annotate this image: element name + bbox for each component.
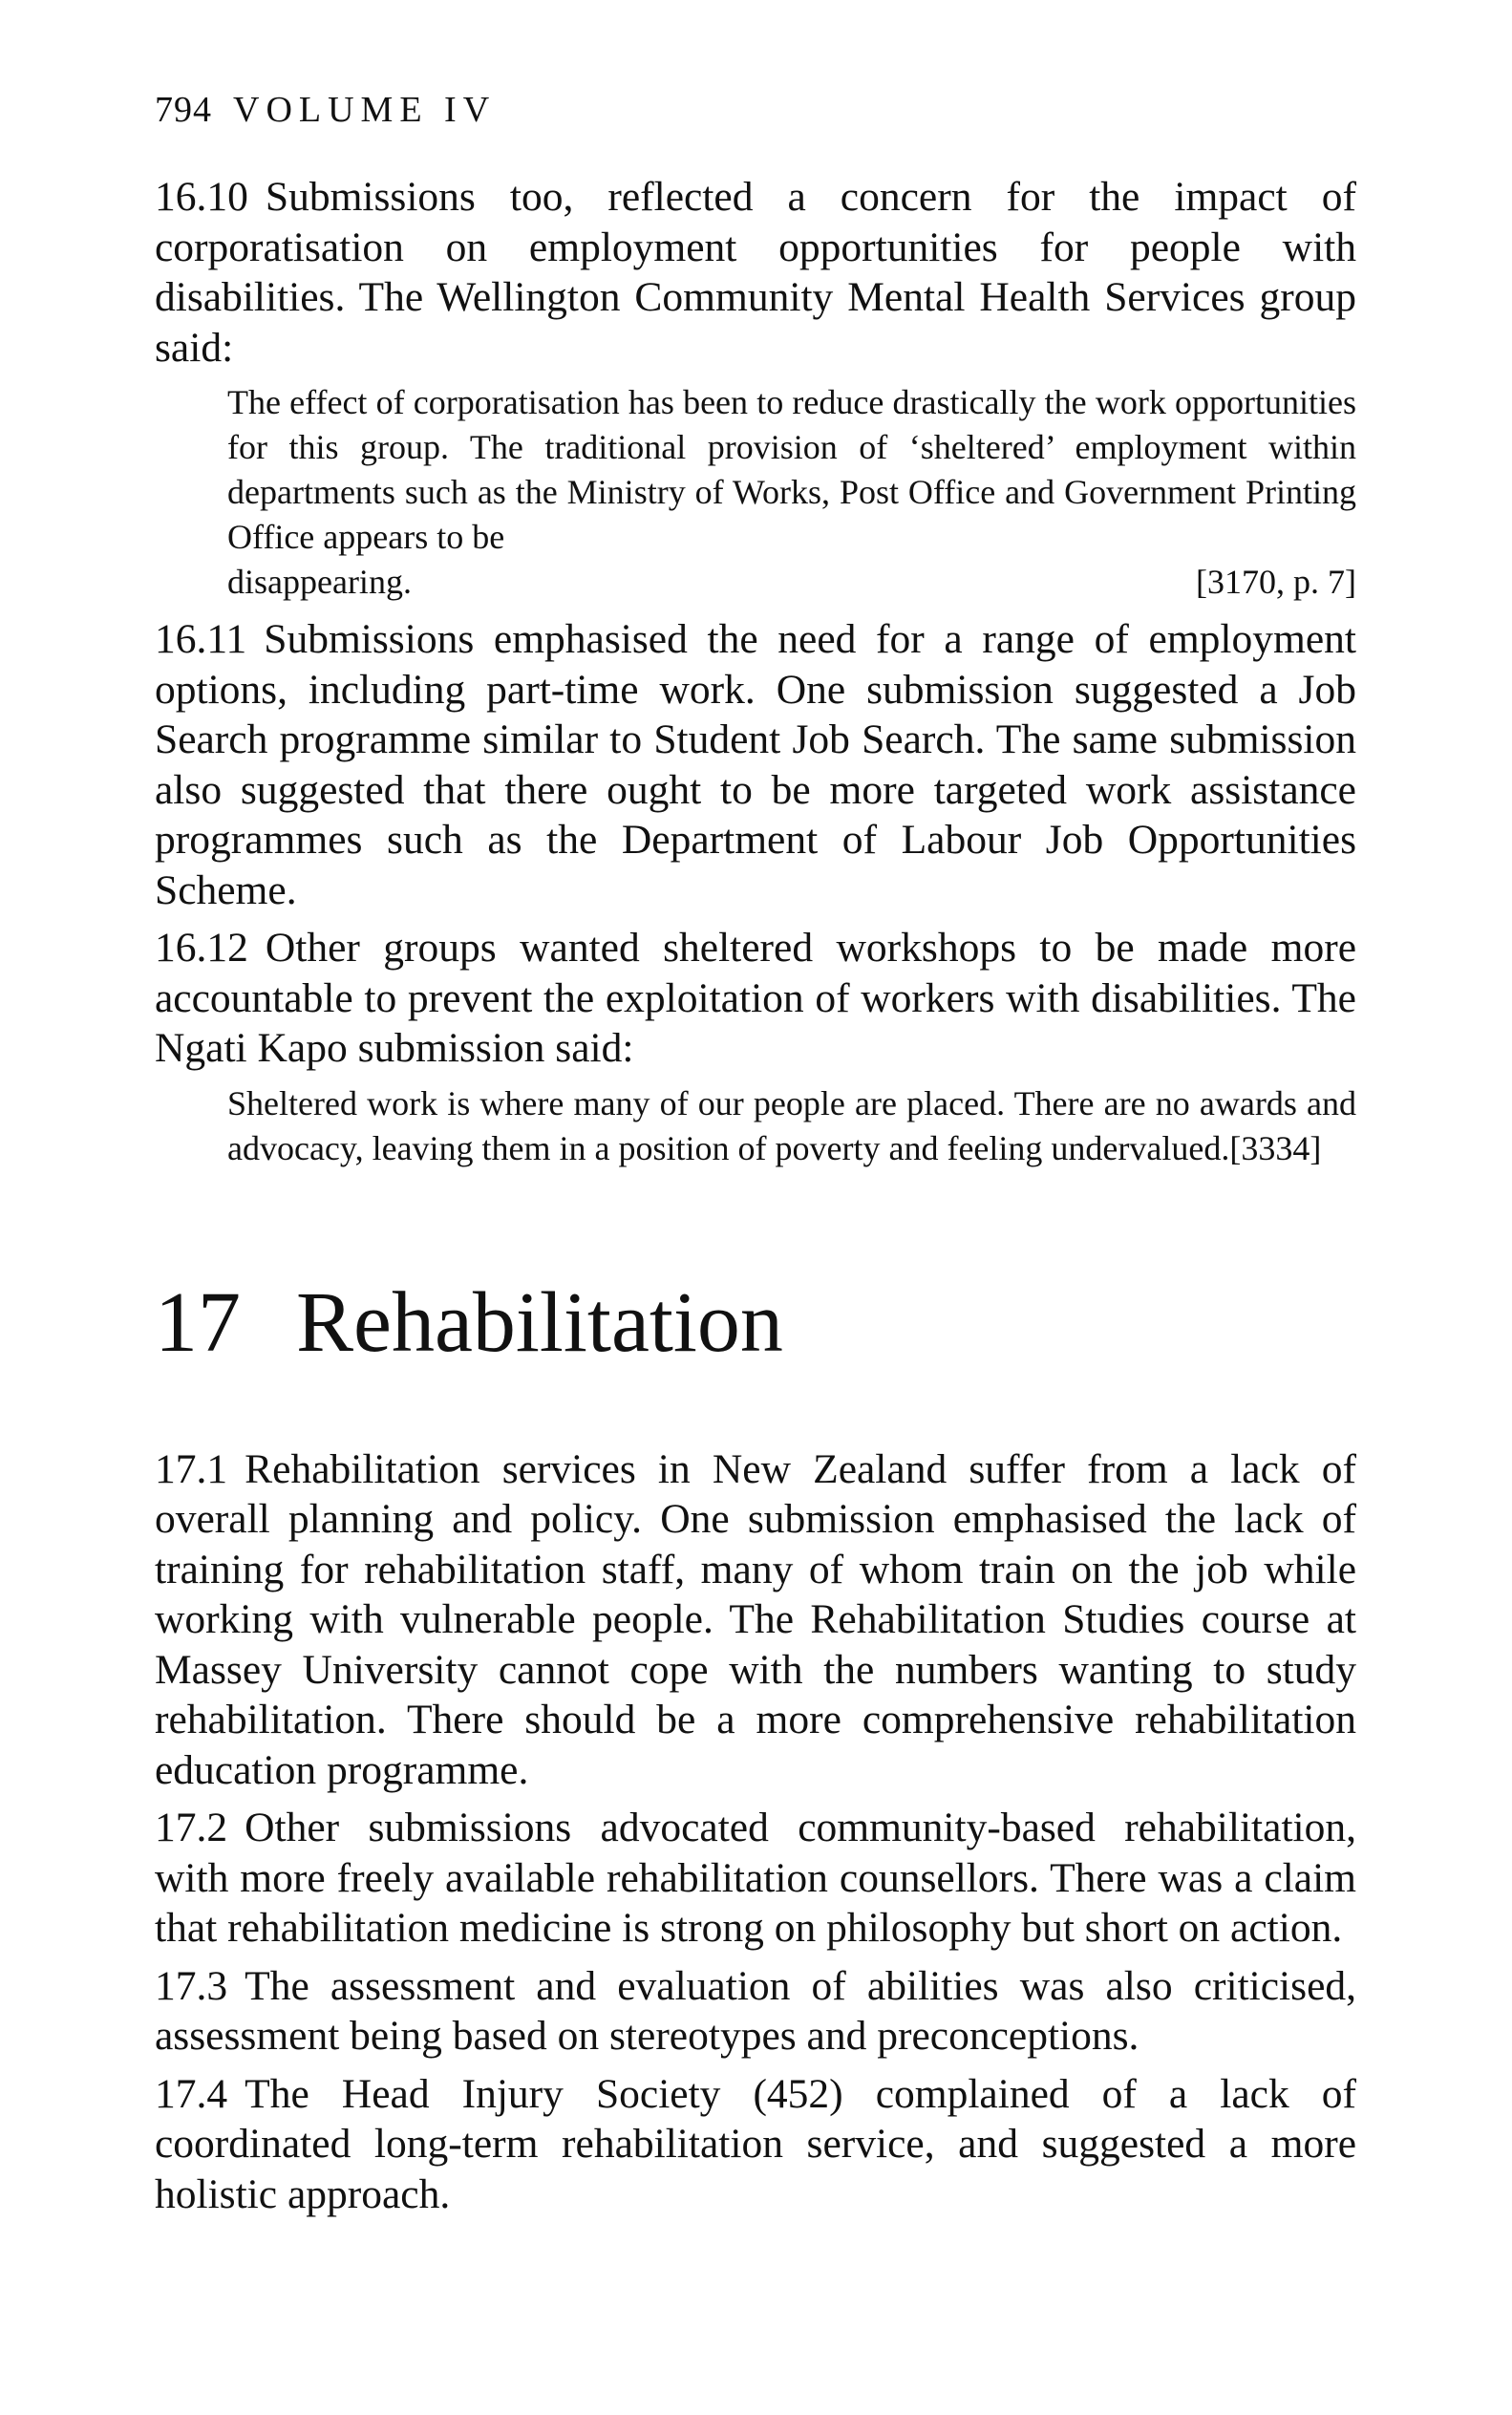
paragraph-number: 17.2 xyxy=(155,1805,228,1850)
paragraph-17-2 xyxy=(155,1803,1356,1954)
paragraph-number: 17.3 xyxy=(155,1962,228,2009)
paragraph-number: 16.10 xyxy=(155,174,248,220)
paragraph-text: Submissions too, reflected a concern for the impact of corporatisation on employment opportunities for people with disabilities. The Wellington Community Mental Health Services group said: xyxy=(155,174,1356,371)
running-header xyxy=(155,86,1356,134)
block-quote-3170 xyxy=(227,380,1356,605)
document-page xyxy=(155,86,1356,2227)
paragraph-text: The Head Injury Society (452) complained of a lack of coordinated long-term rehabilitation service, and suggested a more holistic approach. xyxy=(155,2070,1356,2217)
paragraph-16-11 xyxy=(155,614,1356,915)
chapter-title: Rehabilitation xyxy=(296,1274,783,1370)
paragraph-17-1 xyxy=(155,1444,1356,1796)
paragraph-16-12 xyxy=(155,923,1356,1074)
quote-text-end: disappearing. xyxy=(227,563,412,601)
paragraph-number: 17.4 xyxy=(155,2070,228,2117)
quote-text: The effect of corporatisation has been to reduce drastically the work opportunities for this group. The traditional provision of ‘sheltered’ employment within departments such as the Ministry of Works, Post Office and Government Printing Office appears to be xyxy=(227,383,1356,556)
chapter-heading xyxy=(155,1271,1356,1376)
block-quote-3334 xyxy=(227,1081,1356,1171)
quote-citation-line xyxy=(227,560,1356,605)
volume-label: VOLUME IV xyxy=(233,90,497,130)
paragraph-text: Other submissions advocated community-based rehabilitation, with more freely available rehabilitation counsellors. There was a claim that rehabilitation medicine is strong on philosophy but short on action. xyxy=(155,1805,1356,1951)
paragraph-text: Other groups wanted sheltered workshops to be made more accountable to prevent the exploitation of workers with disabilities. The Ngati Kapo submission said: xyxy=(155,925,1356,1071)
paragraph-text: Submissions emphasised the need for a range of employment options, including part-time work. One submission suggested a Job Search programme similar to Student Job Search. The same submission also suggested that there ought to be more targeted work assistance programmes such as the Department of Labour Job Opportunities Scheme. xyxy=(155,616,1356,913)
paragraph-16-10 xyxy=(155,172,1356,373)
paragraph-number: 16.12 xyxy=(155,925,248,971)
quote-text: Sheltered work is where many of our people are placed. There are no awards and advocacy, leaving them in a position of poverty and feeling undervalued.[3334] xyxy=(227,1083,1356,1167)
paragraph-17-3 xyxy=(155,1961,1356,2062)
page-number: 794 xyxy=(155,90,212,130)
chapter-number: 17 xyxy=(155,1274,241,1370)
citation: [3170, p. 7] xyxy=(1196,563,1356,601)
paragraph-text: The assessment and evaluation of abilities was also criticised, assessment being based on stereotypes and preconceptions. xyxy=(155,1962,1356,2059)
paragraph-number: 16.11 xyxy=(155,616,247,662)
paragraph-number: 17.1 xyxy=(155,1445,228,1492)
paragraph-text: Rehabilitation services in New Zealand suffer from a lack of overall planning and policy. One submission emphasised the lack of training for rehabilitation staff, many of whom train on the job while working with vulnerable people. The Rehabilitation Studies course at Massey University cannot cope with the numbers wanting to study rehabilitation. There should be a more comprehensive rehabilitation education programme. xyxy=(155,1445,1356,1793)
paragraph-17-4 xyxy=(155,2069,1356,2220)
